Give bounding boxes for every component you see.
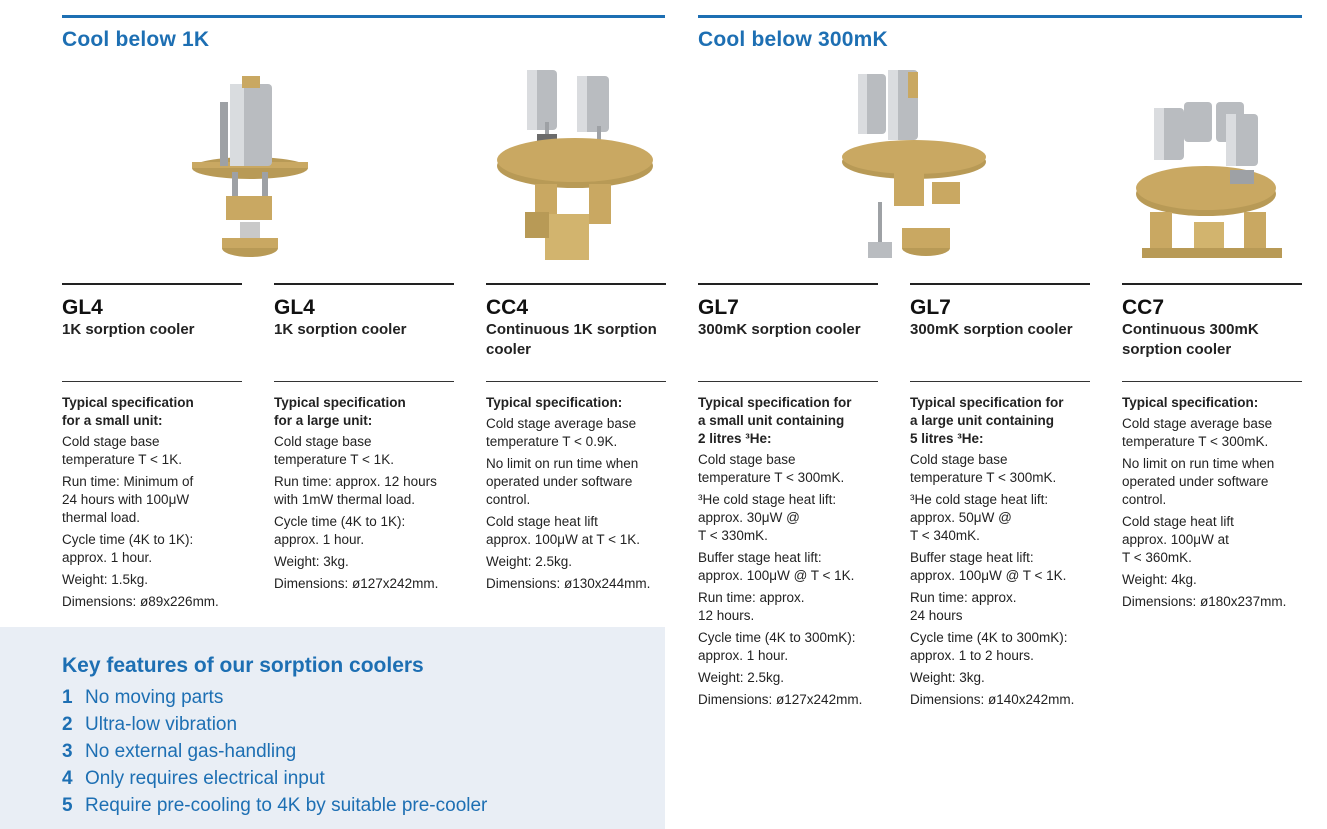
column-rule xyxy=(62,283,242,285)
product-column-gl7-large xyxy=(910,283,1090,340)
spec-line: Cold stage base temperature T < 1K. xyxy=(62,434,182,467)
product-column-gl4-small xyxy=(62,283,242,340)
spec-line: Dimensions: ø127x242mm. xyxy=(274,576,439,591)
features-title: Key features of our sorption coolers xyxy=(62,654,424,677)
spec-block-cc4 xyxy=(486,394,676,597)
spec-line: Weight: 3kg. xyxy=(274,554,349,569)
spec-line: Run time: Minimum of 24 hours with 100μW thermal load. xyxy=(62,474,194,525)
spec-line: Cold stage base temperature T < 300mK. xyxy=(698,452,845,485)
model-name: GL7 xyxy=(910,296,951,319)
section-title: Cool below 1K xyxy=(62,28,210,51)
model-name: CC7 xyxy=(1122,296,1165,319)
column-rule xyxy=(486,283,666,285)
spec-line: Cold stage heat lift approx. 100μW at T < 360mK. xyxy=(1122,514,1234,565)
section-rule xyxy=(62,15,665,18)
feature-number: 3 xyxy=(62,741,73,762)
spec-line: Weight: 4kg. xyxy=(1122,572,1197,587)
feature-number: 4 xyxy=(62,768,73,789)
spec-line: Cold stage average base temperature T < 300mK. xyxy=(1122,416,1273,449)
spec-rule xyxy=(1122,381,1302,382)
feature-item xyxy=(62,795,487,817)
model-subtitle: 300mK sorption cooler xyxy=(910,321,1073,338)
spec-line: Buffer stage heat lift: approx. 100μW @ T < 1K. xyxy=(910,550,1067,583)
product-column-cc4 xyxy=(486,283,666,360)
spec-block-gl7-large xyxy=(910,394,1100,713)
spec-heading: Typical specification for a small unit: xyxy=(62,395,194,428)
section-rule xyxy=(698,15,1302,18)
spec-heading: Typical specification for a large unit containing 5 litres ³He: xyxy=(910,395,1064,446)
model-name: GL4 xyxy=(62,296,103,319)
spec-line: Cycle time (4K to 1K): approx. 1 hour. xyxy=(62,532,194,565)
spec-line: Dimensions: ø140x242mm. xyxy=(910,692,1075,707)
spec-block-cc7 xyxy=(1122,394,1312,615)
spec-line: Cold stage heat lift approx. 100μW at T < 1K. xyxy=(486,514,640,547)
model-name: CC4 xyxy=(486,296,529,319)
gl4-small-cooler-image xyxy=(160,62,340,272)
spec-rule xyxy=(274,381,454,382)
spec-heading: Typical specification for a large unit: xyxy=(274,395,406,428)
spec-line: Cold stage average base temperature T < 0.9K. xyxy=(486,416,637,449)
feature-number: 5 xyxy=(62,795,73,816)
spec-block-gl7-small xyxy=(698,394,888,713)
spec-line: Cycle time (4K to 300mK): approx. 1 to 2 hours. xyxy=(910,630,1068,663)
model-subtitle: 300mK sorption cooler xyxy=(698,321,861,338)
feature-item xyxy=(62,714,237,736)
spec-line: Run time: approx. 12 hours. xyxy=(698,590,805,623)
spec-line: Dimensions: ø127x242mm. xyxy=(698,692,863,707)
feature-text: Require pre-cooling to 4K by suitable pre-cooler xyxy=(85,795,488,816)
feature-item xyxy=(62,768,325,790)
column-rule xyxy=(910,283,1090,285)
feature-text: Ultra-low vibration xyxy=(85,714,238,735)
spec-block-gl4-small xyxy=(62,394,252,615)
model-subtitle: Continuous 1K sorption cooler xyxy=(486,321,657,358)
model-subtitle: Continuous 300mK sorption cooler xyxy=(1122,321,1259,358)
spec-line: Weight: 2.5kg. xyxy=(698,670,785,685)
spec-line: Cold stage base temperature T < 1K. xyxy=(274,434,394,467)
spec-line: ³He cold stage heat lift: approx. 30μW @ T < 330mK. xyxy=(698,492,837,543)
model-subtitle: 1K sorption cooler xyxy=(62,321,195,338)
spec-rule xyxy=(910,381,1090,382)
spec-line: Run time: approx. 24 hours xyxy=(910,590,1017,623)
spec-line: ³He cold stage heat lift: approx. 50μW @ T < 340mK. xyxy=(910,492,1049,543)
model-name: GL4 xyxy=(274,296,315,319)
feature-text: No external gas-handling xyxy=(85,741,297,762)
feature-text: No moving parts xyxy=(85,687,224,708)
spec-line: Dimensions: ø130x244mm. xyxy=(486,576,651,591)
spec-rule xyxy=(486,381,666,382)
spec-line: Cycle time (4K to 1K): approx. 1 hour. xyxy=(274,514,406,547)
model-subtitle: 1K sorption cooler xyxy=(274,321,407,338)
section-title: Cool below 300mK xyxy=(698,28,888,51)
spec-line: Dimensions: ø180x237mm. xyxy=(1122,594,1287,609)
product-column-gl7-small xyxy=(698,283,878,340)
model-name: GL7 xyxy=(698,296,739,319)
key-features-panel xyxy=(0,627,665,829)
cc4-cooler-image xyxy=(485,62,665,272)
product-column-gl4-large xyxy=(274,283,454,340)
feature-text: Only requires electrical input xyxy=(85,768,325,789)
gl7-small-cooler-image xyxy=(838,62,1018,272)
spec-line: Weight: 3kg. xyxy=(910,670,985,685)
spec-line: No limit on run time when operated under software control. xyxy=(486,456,639,507)
column-rule xyxy=(698,283,878,285)
spec-line: Cycle time (4K to 300mK): approx. 1 hour. xyxy=(698,630,856,663)
spec-line: Dimensions: ø89x226mm. xyxy=(62,594,219,609)
spec-heading: Typical specification for a small unit containing 2 litres ³He: xyxy=(698,395,852,446)
spec-heading: Typical specification: xyxy=(486,395,623,410)
cc7-cooler-image xyxy=(1122,62,1302,272)
spec-line: No limit on run time when operated under software control. xyxy=(1122,456,1275,507)
spec-line: Buffer stage heat lift: approx. 100μW @ T < 1K. xyxy=(698,550,855,583)
column-rule xyxy=(274,283,454,285)
spec-rule xyxy=(698,381,878,382)
spec-line: Cold stage base temperature T < 300mK. xyxy=(910,452,1057,485)
spec-line: Weight: 1.5kg. xyxy=(62,572,149,587)
feature-item xyxy=(62,741,296,763)
feature-number: 2 xyxy=(62,714,73,735)
spec-line: Weight: 2.5kg. xyxy=(486,554,573,569)
spec-line: Run time: approx. 12 hours with 1mW thermal load. xyxy=(274,474,437,507)
feature-number: 1 xyxy=(62,687,73,708)
spec-heading: Typical specification: xyxy=(1122,395,1259,410)
spec-rule xyxy=(62,381,242,382)
column-rule xyxy=(1122,283,1302,285)
product-column-cc7 xyxy=(1122,283,1302,360)
feature-item xyxy=(62,687,223,709)
spec-block-gl4-large xyxy=(274,394,464,597)
